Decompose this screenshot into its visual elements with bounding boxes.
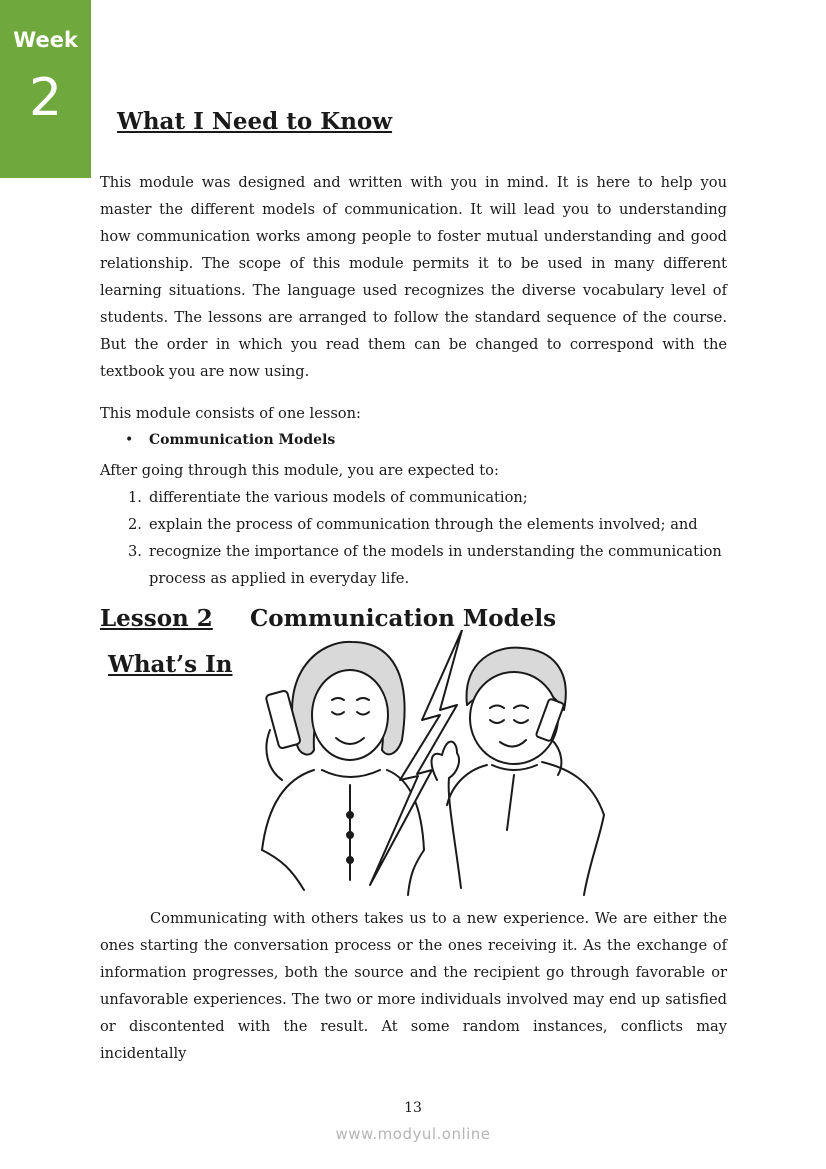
objectives-list bbox=[128, 484, 728, 592]
whats-in-heading: What’s In bbox=[108, 651, 233, 678]
objective-number: 1. bbox=[128, 489, 142, 506]
lesson-list-label: Communication Models bbox=[149, 432, 336, 448]
whats-in-paragraph-text: Communicating with others takes us to a new experience. We are either the ones starting the conversation process or the ones receiving it. As the exchange of information progresses, both the source and the recipient go through favorable or unfavorable experiences. The two or more individuals involved may end up satisfied or discontented with the result. At some random instances, conflicts may incidentally bbox=[100, 910, 727, 1062]
whats-in-paragraph bbox=[100, 905, 727, 1067]
expectation-intro: After going through this module, you are expected to: bbox=[100, 462, 499, 479]
week-label: Week bbox=[13, 28, 78, 52]
page-number: 13 bbox=[404, 1100, 422, 1116]
objective-number: 3. bbox=[128, 543, 142, 560]
two-people-talking-on-phones-illustration bbox=[252, 630, 612, 900]
objective-text: explain the process of communication through the elements involved; and bbox=[149, 516, 698, 533]
objective-item bbox=[128, 484, 728, 511]
boy-body bbox=[447, 762, 604, 895]
bullet-icon: • bbox=[125, 432, 134, 448]
watermark: www.modyul.online bbox=[335, 1125, 491, 1143]
lesson-heading bbox=[100, 605, 557, 632]
girl-face bbox=[312, 670, 388, 760]
lesson-title: Communication Models bbox=[250, 605, 557, 632]
intro-paragraph: This module was designed and written with you in mind. It is here to help you master the different models of communication. It will lead you to understanding how communication works among people to foster mutual understanding and good relationship. The scope of this module permits it to be used in many different learning situations. The language used recognizes the diverse vocabulary level of students. The lessons are arranged to follow the standard sequence of the course. But the order in which you read them can be changed to correspond with the textbook you are now using. bbox=[100, 174, 727, 380]
boy-hand bbox=[552, 740, 561, 775]
lesson-list-item bbox=[125, 432, 335, 448]
section-heading: What I Need to Know bbox=[117, 108, 393, 135]
boy-thumb-hand bbox=[432, 742, 461, 888]
objective-text: recognize the importance of the models in understanding the communication process as applied in everyday life. bbox=[149, 543, 722, 587]
week-number: 2 bbox=[28, 68, 63, 128]
objective-text: differentiate the various models of communication; bbox=[149, 489, 528, 506]
objective-item bbox=[128, 538, 728, 592]
module-consists-text: This module consists of one lesson: bbox=[100, 405, 361, 422]
week-badge bbox=[0, 0, 91, 178]
objective-number: 2. bbox=[128, 516, 142, 533]
objective-item bbox=[128, 511, 728, 538]
lesson-label: Lesson 2 bbox=[100, 605, 213, 632]
